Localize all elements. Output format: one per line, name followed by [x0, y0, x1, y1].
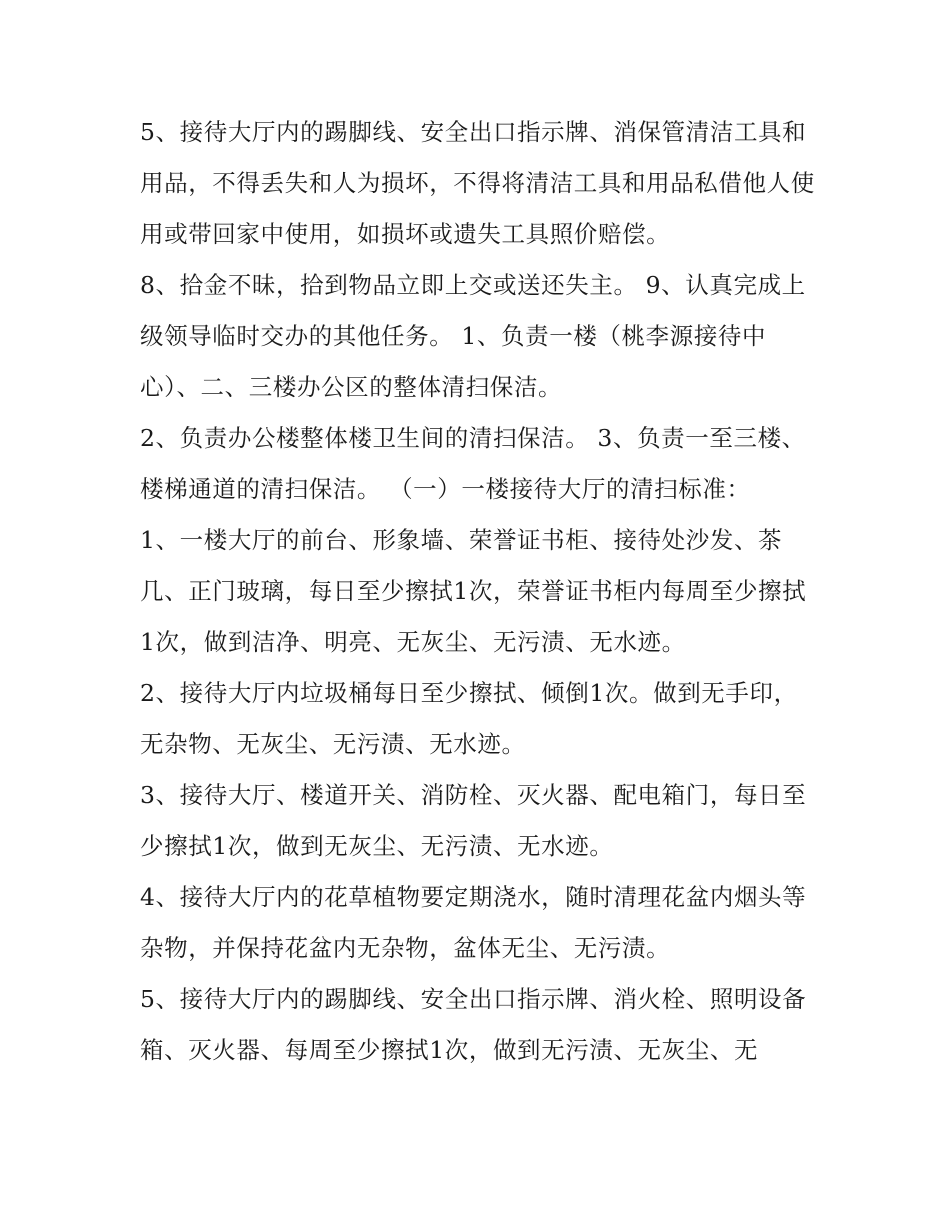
- document-body: [140, 107, 820, 1076]
- paragraph-4: 1、一楼大厅的前台、形象墙、荣誉证书柜、接待处沙发、茶几、正门玻璃，每日至少擦拭1次，荣誉证书柜内每周至少擦拭1次，做到洁净、明亮、无灰尘、无污渍、无水迹。: [140, 526, 807, 656]
- paragraph-1: 5、接待大厅内的踢脚线、安全出口指示牌、消保管清洁工具和用品，不得丢失和人为损坏，不得将清洁工具和用品私借他人使用或带回家中使用，如损坏或遗失工具照价赔偿。: [140, 118, 815, 248]
- paragraph-2: 8、拾金不昧，拾到物品立即上交或送还失主。 9、认真完成上级领导临时交办的其他任务。 1、负责一楼（桃李源接待中心）、二、三楼办公区的整体清扫保洁。: [140, 271, 806, 401]
- paragraph-8: 5、接待大厅内的踢脚线、安全出口指示牌、消火栓、照明设备箱、灭火器、每周至少擦拭1次，做到无污渍、无灰尘、无: [140, 985, 807, 1064]
- paragraph-7: 4、接待大厅内的花草植物要定期浇水，随时清理花盆内烟头等杂物，并保持花盆内无杂物，盆体无尘、无污渍。: [140, 883, 807, 962]
- paragraph-5: 2、接待大厅内垃圾桶每日至少擦拭、倾倒1次。做到无手印，无杂物、无灰尘、无污渍、无水迹。: [140, 679, 798, 758]
- paragraph-6: 3、接待大厅、楼道开关、消防栓、灭火器、配电箱门，每日至少擦拭1次，做到无灰尘、无污渍、无水迹。: [140, 781, 807, 860]
- paragraph-3: 2、负责办公楼整体楼卫生间的清扫保洁。 3、负责一至三楼、楼梯通道的清扫保洁。 （一）一楼接待大厅的清扫标准：: [140, 424, 806, 503]
